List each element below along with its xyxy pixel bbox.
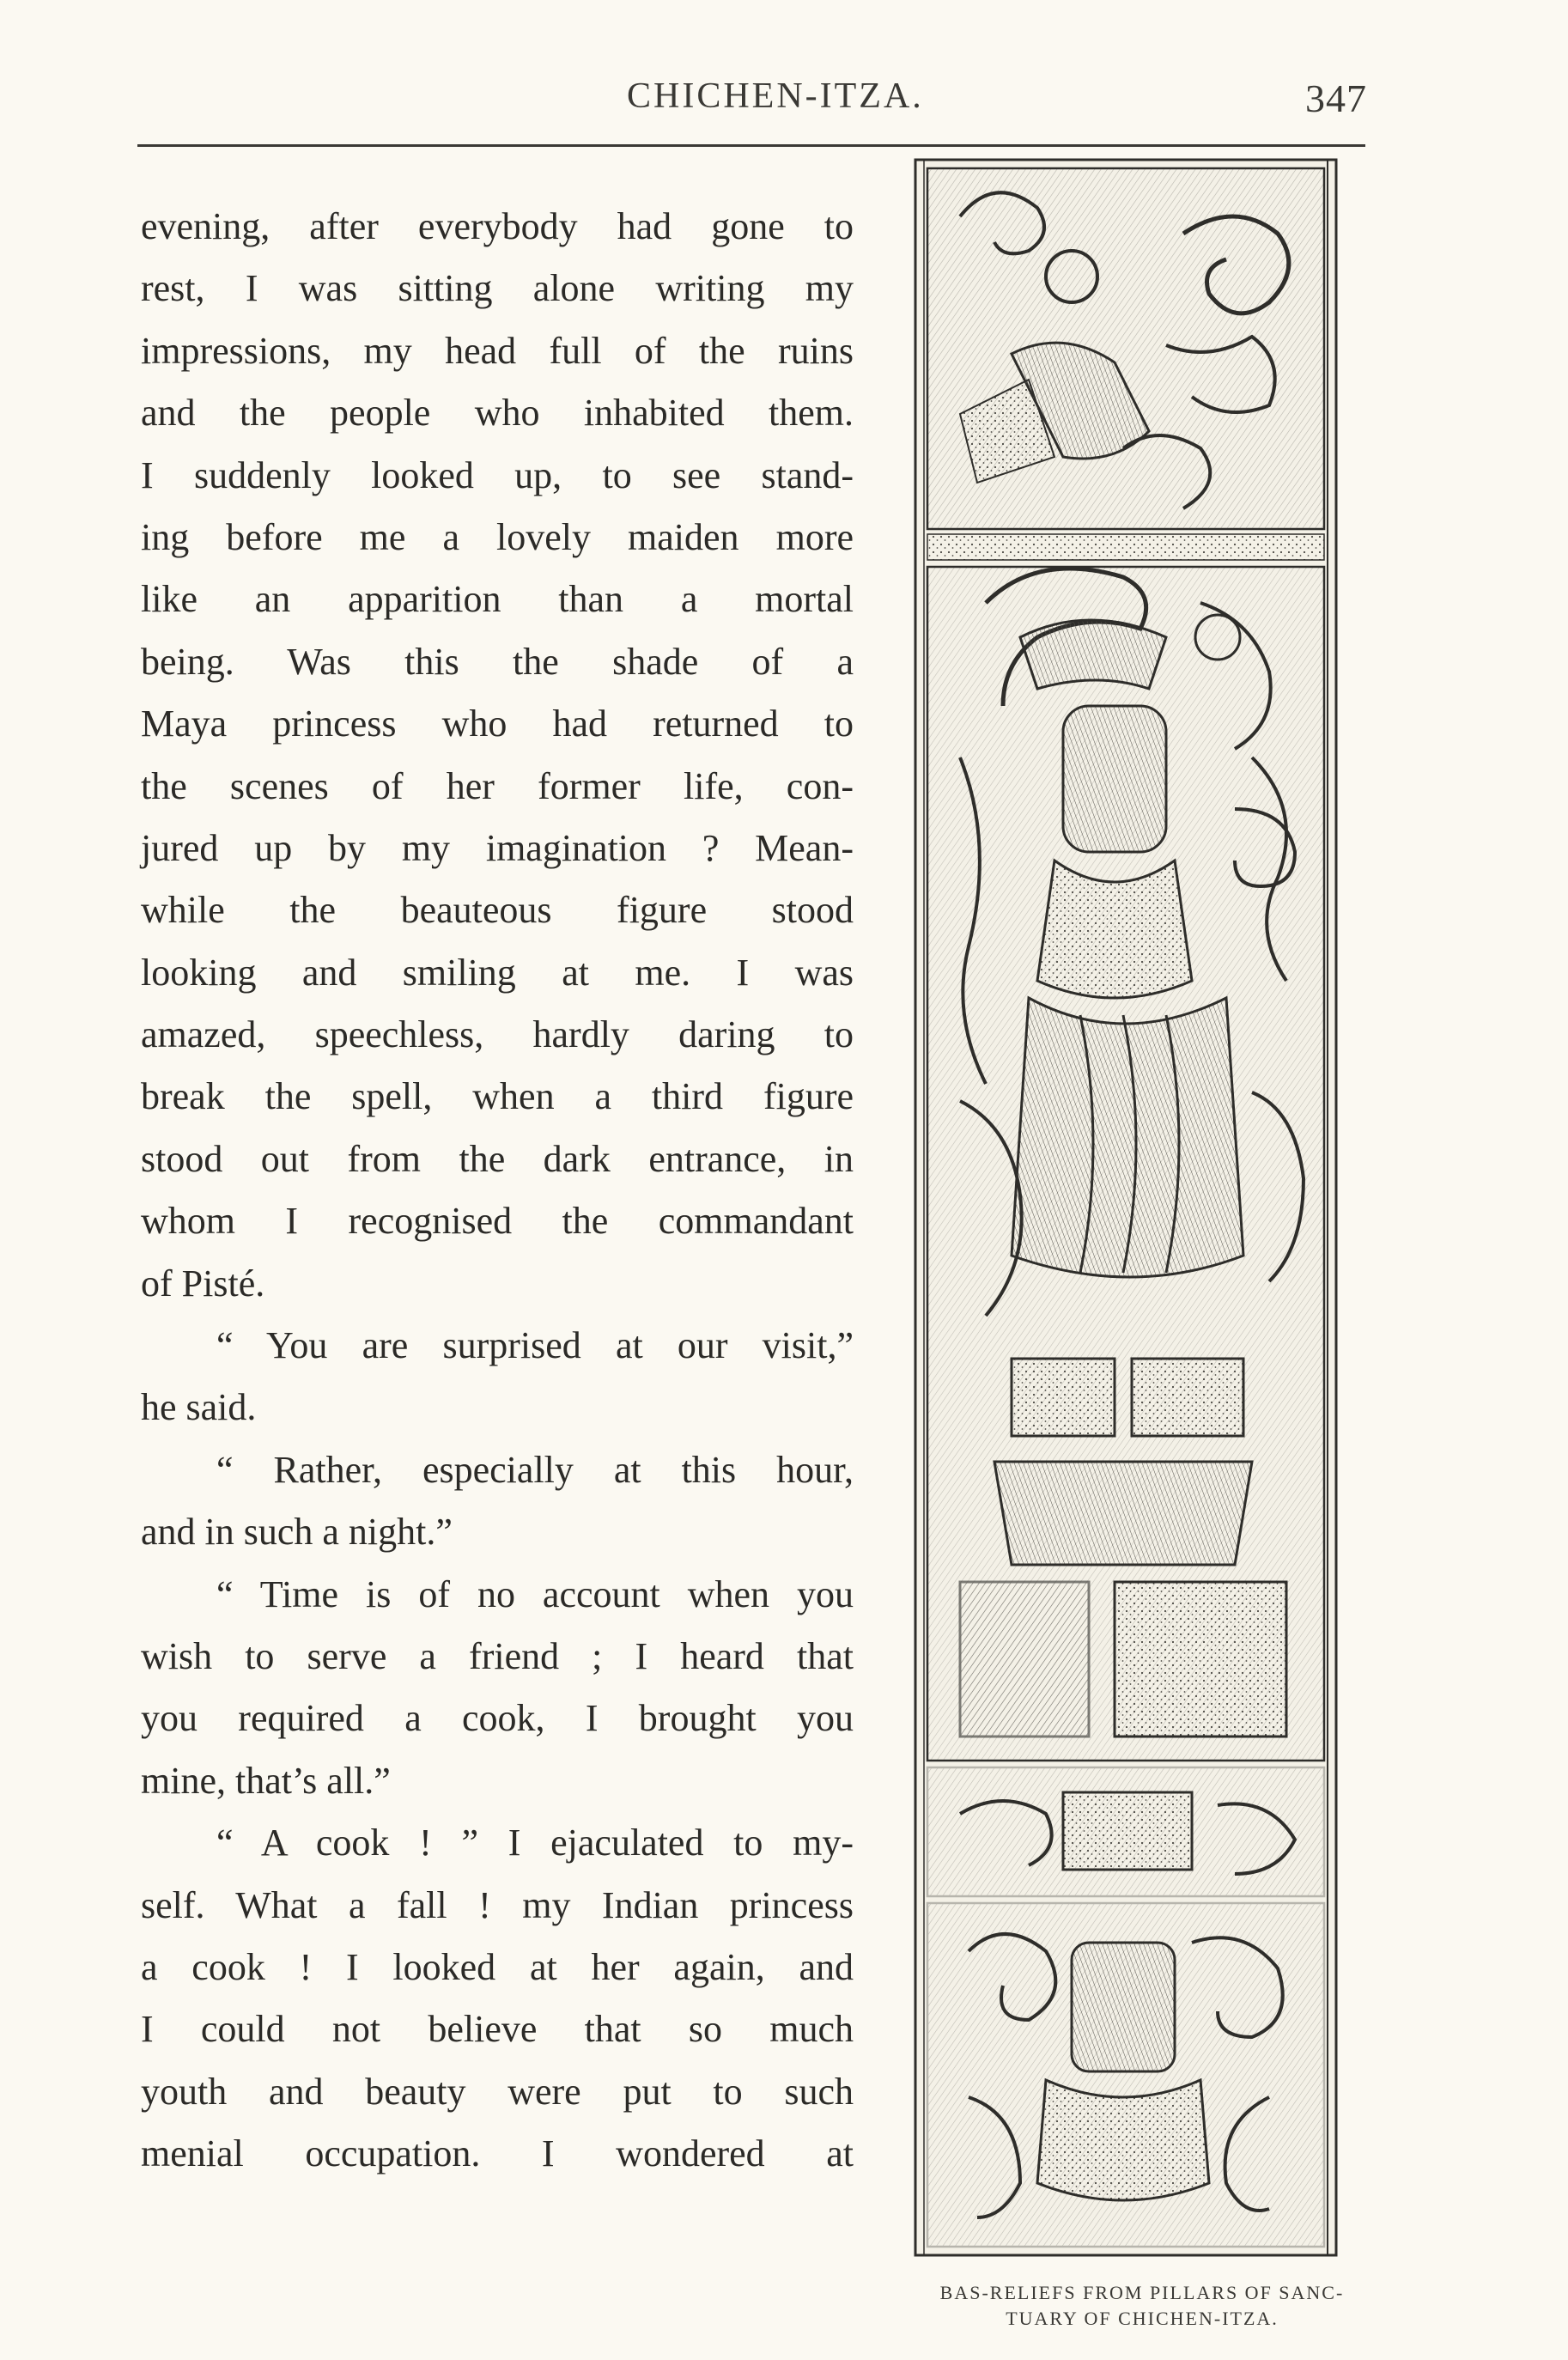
text-line: menial occupation. I wondered at bbox=[141, 2132, 854, 2175]
text-line: impressions, my head full of the ruins bbox=[141, 329, 854, 372]
text-line: a cook ! I looked at her again, and bbox=[141, 1945, 854, 1988]
text-line: while the beauteous figure stood bbox=[141, 889, 854, 932]
text-line: youth and beauty were put to such bbox=[141, 2070, 854, 2113]
text-line: looking and smiling at me. I was bbox=[141, 951, 854, 994]
text-line: and in such a night.” bbox=[141, 1511, 453, 1554]
text-line: “ You are surprised at our visit,” bbox=[216, 1324, 854, 1367]
text-line: mine, that’s all.” bbox=[141, 1759, 391, 1802]
text-line: “ A cook ! ” I ejaculated to my- bbox=[216, 1822, 854, 1864]
text-line: I suddenly looked up, to see stand- bbox=[141, 453, 854, 496]
text-line: he said. bbox=[141, 1386, 257, 1429]
caption-line: BAS-RELIEFS FROM PILLARS OF SANC- bbox=[939, 2282, 1345, 2303]
text-line: of Pisté. bbox=[141, 1262, 265, 1305]
text-line: jured up by my imagination ? Mean- bbox=[141, 826, 854, 869]
text-line: you required a cook, I brought you bbox=[141, 1697, 854, 1740]
running-head bbox=[0, 67, 1568, 127]
running-title: CHICHEN-ITZA. bbox=[627, 76, 924, 116]
text-line: Maya princess who had returned to bbox=[141, 703, 854, 745]
text-line: the scenes of her former life, con- bbox=[141, 764, 854, 807]
bas-relief-engraving bbox=[909, 156, 1346, 2260]
text-line: rest, I was sitting alone writing my bbox=[141, 267, 854, 310]
text-line: break the spell, when a third figure bbox=[141, 1075, 854, 1118]
text-line: self. What a fall ! my Indian princess bbox=[141, 1883, 854, 1926]
header-rule bbox=[137, 144, 1365, 147]
text-line: ing before me a lovely maiden more bbox=[141, 515, 854, 558]
text-line: “ Rather, especially at this hour, bbox=[216, 1448, 854, 1491]
page-number: 347 bbox=[1305, 76, 1367, 120]
text-line: whom I recognised the commandant bbox=[141, 1200, 854, 1243]
text-line: evening, after everybody had gone to bbox=[141, 205, 854, 247]
body-text bbox=[141, 196, 854, 2186]
text-line: like an apparition than a mortal bbox=[141, 578, 854, 621]
text-line: and the people who inhabited them. bbox=[141, 392, 854, 435]
text-line: amazed, speechless, hardly daring to bbox=[141, 1013, 854, 1056]
text-line: I could not believe that so much bbox=[141, 2008, 854, 2051]
bas-relief-illustration bbox=[909, 156, 1346, 2260]
text-line: stood out from the dark entrance, in bbox=[141, 1137, 854, 1180]
figure-caption bbox=[884, 2280, 1400, 2332]
caption-line: TUARY OF CHICHEN-ITZA. bbox=[1006, 2308, 1279, 2329]
text-line: being. Was this the shade of a bbox=[141, 640, 854, 683]
text-line: “ Time is of no account when you bbox=[216, 1572, 854, 1615]
text-line: wish to serve a friend ; I heard that bbox=[141, 1634, 854, 1677]
